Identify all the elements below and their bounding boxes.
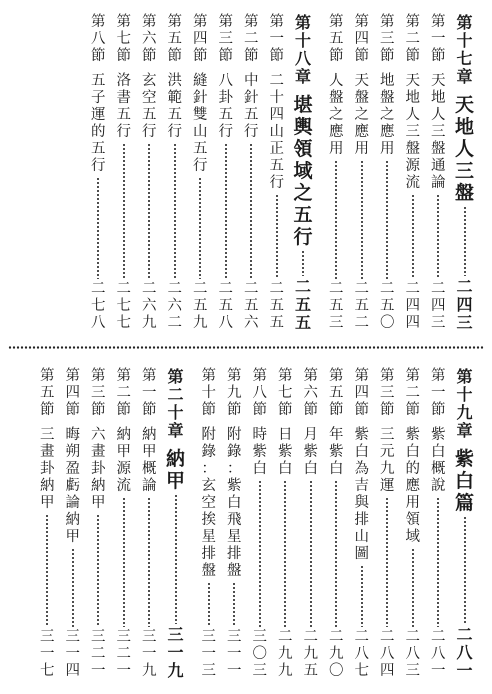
toc-columns-top	[86, 14, 479, 332]
section-number: 第 一 節	[269, 14, 284, 64]
chapter-gap	[317, 14, 324, 332]
section-title: 八 卦 五 行	[218, 73, 233, 140]
page-number: 二 五 〇	[380, 281, 395, 331]
toc-section-entry	[264, 14, 290, 332]
page-number: 三 一 三	[201, 629, 216, 679]
leader-dots	[225, 143, 227, 279]
section-number: 第 六 節	[142, 14, 157, 64]
section-title: 人 盤 之 應 用	[329, 73, 344, 157]
leader-dots	[208, 582, 210, 627]
page-number: 二 五 二	[354, 281, 369, 331]
leader-dots	[148, 497, 150, 627]
chapter-number: 第 十 九 章	[456, 367, 473, 440]
page-number: 三 一 一	[227, 629, 242, 679]
leader-dots	[259, 480, 261, 627]
toc-section-entry	[162, 14, 188, 332]
section-title: 三 元 九 運	[380, 427, 395, 494]
section-title: 紫 白 概 說	[431, 427, 446, 494]
toc-section-entry	[375, 14, 401, 332]
toc-section-entry	[60, 368, 86, 680]
page-number: 二 五 八	[218, 281, 233, 331]
leader-dots	[386, 497, 388, 627]
page-number: 三 二 一	[91, 629, 106, 679]
leader-dots	[437, 497, 439, 627]
leader-dots	[250, 143, 252, 279]
section-title: 附 錄 ： 紫 白 飛 星 排 盤	[227, 427, 242, 579]
leader-dots	[97, 514, 99, 627]
chapter-number: 第 二 十 章	[167, 367, 184, 440]
section-title: 日 紫 白	[278, 427, 293, 477]
section-number: 第 一 節	[431, 14, 446, 64]
leader-dots	[464, 206, 466, 276]
section-title: 地 盤 之 應 用	[380, 73, 395, 157]
section-title: 紫 白 為 吉 與 排 山 圖	[354, 427, 369, 562]
chapter-number: 第 十 七 章	[456, 13, 473, 86]
page-number: 三 一 九	[142, 629, 157, 679]
leader-dots	[123, 143, 125, 279]
toc-columns-bottom	[35, 368, 479, 680]
toc-section-entry	[86, 14, 112, 332]
toc-section-entry	[298, 368, 324, 680]
leader-dots	[386, 160, 388, 279]
section-title: 納 甲 概 論	[142, 427, 157, 494]
section-number: 第 二 節	[116, 368, 131, 418]
toc-section-entry	[247, 368, 273, 680]
leader-dots	[310, 480, 312, 627]
section-number: 第 二 節	[405, 368, 420, 418]
toc-section-entry	[188, 14, 214, 332]
section-number: 第 一 節	[142, 368, 157, 418]
toc-top-half	[0, 0, 492, 345]
toc-section-entry	[349, 14, 375, 332]
leader-dots	[97, 177, 99, 279]
section-number: 第 三 節	[380, 14, 395, 64]
chapter-title: 紫 白 篇	[454, 448, 474, 514]
toc-section-entry	[137, 368, 163, 680]
section-number: 第 七 節	[116, 14, 131, 64]
leader-dots	[199, 177, 201, 279]
section-title: 五 子 運 的 五 行	[91, 73, 106, 174]
leader-dots	[72, 548, 74, 627]
page-number: 二 八 四	[380, 629, 395, 679]
toc-section-entry	[426, 14, 452, 332]
toc-chapter-entry	[451, 368, 478, 680]
leader-dots	[361, 160, 363, 279]
chapter-title: 納 甲	[165, 448, 185, 492]
toc-section-entry	[213, 14, 239, 332]
page-number: 二 九 〇	[329, 629, 344, 679]
leader-dots	[276, 194, 278, 279]
section-title: 六 畫 卦 納 甲	[91, 427, 106, 511]
page-number: 二 四 三	[431, 281, 446, 331]
leader-dots	[437, 194, 439, 279]
section-number: 第 六 節	[303, 368, 318, 418]
section-title: 附 錄 ： 玄 空 挨 星 排 盤	[201, 427, 216, 579]
page-number: 二 六 九	[142, 281, 157, 331]
leader-dots	[174, 143, 176, 279]
toc-section-entry	[400, 368, 426, 680]
section-title: 月 紫 白	[303, 427, 318, 477]
page-number: 三 二 一	[116, 629, 131, 679]
section-number: 第 四 節	[65, 368, 80, 418]
section-title: 時 紫 白	[252, 427, 267, 477]
page-number: 二 七 七	[116, 281, 131, 331]
toc-section-entry	[324, 368, 350, 680]
page-number: 三 一 七	[40, 629, 55, 679]
page-number: 二 八 一	[456, 625, 473, 680]
leader-dots	[284, 480, 286, 627]
page-number: 二 四 四	[405, 281, 420, 331]
page-number: 二 五 六	[244, 281, 259, 331]
toc-section-entry	[324, 14, 350, 332]
page-number: 二 六 二	[167, 281, 182, 331]
dotted-divider	[8, 346, 484, 349]
leader-dots	[46, 514, 48, 627]
section-title: 洛 書 五 行	[116, 73, 131, 140]
leader-dots	[335, 160, 337, 279]
page-number: 二 七 八	[91, 281, 106, 331]
leader-dots	[302, 250, 304, 276]
page-number: 二 四 三	[456, 277, 473, 332]
section-title: 天 地 人 三 盤 通 論	[431, 73, 446, 191]
chapter-number: 第 十 八 章	[294, 13, 311, 86]
section-title: 中 針 五 行	[244, 73, 259, 140]
toc-section-entry	[137, 14, 163, 332]
page-number: 二 九 九	[278, 629, 293, 679]
section-title: 二 十 四 山 正 五 行	[269, 73, 284, 191]
section-number: 第 二 節	[244, 14, 259, 64]
section-number: 第 七 節	[278, 368, 293, 418]
section-title: 天 地 人 三 盤 源 流	[405, 73, 420, 191]
section-number: 第 十 節	[201, 368, 216, 418]
page-number: 二 九 五	[303, 629, 318, 679]
leader-dots	[233, 582, 235, 627]
section-title: 年 紫 白	[329, 427, 344, 477]
leader-dots	[412, 194, 414, 279]
section-title: 納 甲 源 流	[116, 427, 131, 494]
page-number: 二 五 三	[329, 281, 344, 331]
page-number: 二 八 三	[405, 629, 420, 679]
section-title: 縫 針 雙 山 五 行	[193, 73, 208, 174]
page-number: 三 一 九	[167, 625, 184, 680]
section-title: 晦 朔 盈 虧 論 納 甲	[65, 427, 80, 545]
leader-dots	[148, 143, 150, 279]
chapter-title: 堪 輿 領 域 之 五 行	[293, 94, 313, 248]
page-number: 二 五 五	[294, 277, 311, 332]
toc-chapter-entry	[290, 14, 317, 332]
section-number: 第 五 節	[40, 368, 55, 418]
toc-section-entry	[111, 368, 137, 680]
section-number: 第 九 節	[227, 368, 242, 418]
section-number: 第 四 節	[354, 14, 369, 64]
section-number: 第 五 節	[167, 14, 182, 64]
section-number: 第 五 節	[329, 368, 344, 418]
leader-dots	[412, 548, 414, 627]
toc-section-entry	[239, 14, 265, 332]
page-number: 三 一 四	[65, 629, 80, 679]
page-number: 二 八 一	[431, 629, 446, 679]
section-number: 第 八 節	[91, 14, 106, 64]
section-number: 第 五 節	[329, 14, 344, 64]
leader-dots	[175, 494, 177, 624]
section-title: 洪 範 五 行	[167, 73, 182, 140]
toc-bottom-half	[0, 352, 492, 694]
leader-dots	[335, 480, 337, 627]
section-title: 三 畫 卦 納 甲	[40, 427, 55, 511]
section-number: 第 八 節	[252, 368, 267, 418]
chapter-title: 天 地 人 三 盤	[454, 94, 474, 204]
page-number: 三 〇 三	[252, 629, 267, 679]
section-number: 第 一 節	[431, 368, 446, 418]
leader-dots	[464, 516, 466, 624]
toc-chapter-entry	[451, 14, 478, 332]
section-number: 第 三 節	[218, 14, 233, 64]
section-number: 第 三 節	[380, 368, 395, 418]
toc-section-entry	[375, 368, 401, 680]
page-number: 二 五 九	[193, 281, 208, 331]
page-number: 二 八 七	[354, 629, 369, 679]
toc-section-entry	[196, 368, 222, 680]
section-number: 第 四 節	[193, 14, 208, 64]
toc-section-entry	[222, 368, 248, 680]
section-number: 第 二 節	[405, 14, 420, 64]
toc-section-entry	[426, 368, 452, 680]
page-number: 二 五 五	[269, 281, 284, 331]
section-title: 天 盤 之 應 用	[354, 73, 369, 157]
leader-dots	[123, 497, 125, 627]
leader-dots	[361, 565, 363, 627]
toc-chapter-entry	[162, 368, 189, 680]
section-number: 第 四 節	[354, 368, 369, 418]
toc-section-entry	[273, 368, 299, 680]
toc-section-entry	[111, 14, 137, 332]
section-title: 玄 空 五 行	[142, 73, 157, 140]
toc-section-entry	[35, 368, 61, 680]
section-title: 紫 白 的 應 用 領 域	[405, 427, 420, 545]
section-number: 第 三 節	[91, 368, 106, 418]
toc-section-entry	[86, 368, 112, 680]
toc-section-entry	[400, 14, 426, 332]
toc-section-entry	[349, 368, 375, 680]
chapter-gap	[189, 368, 196, 680]
